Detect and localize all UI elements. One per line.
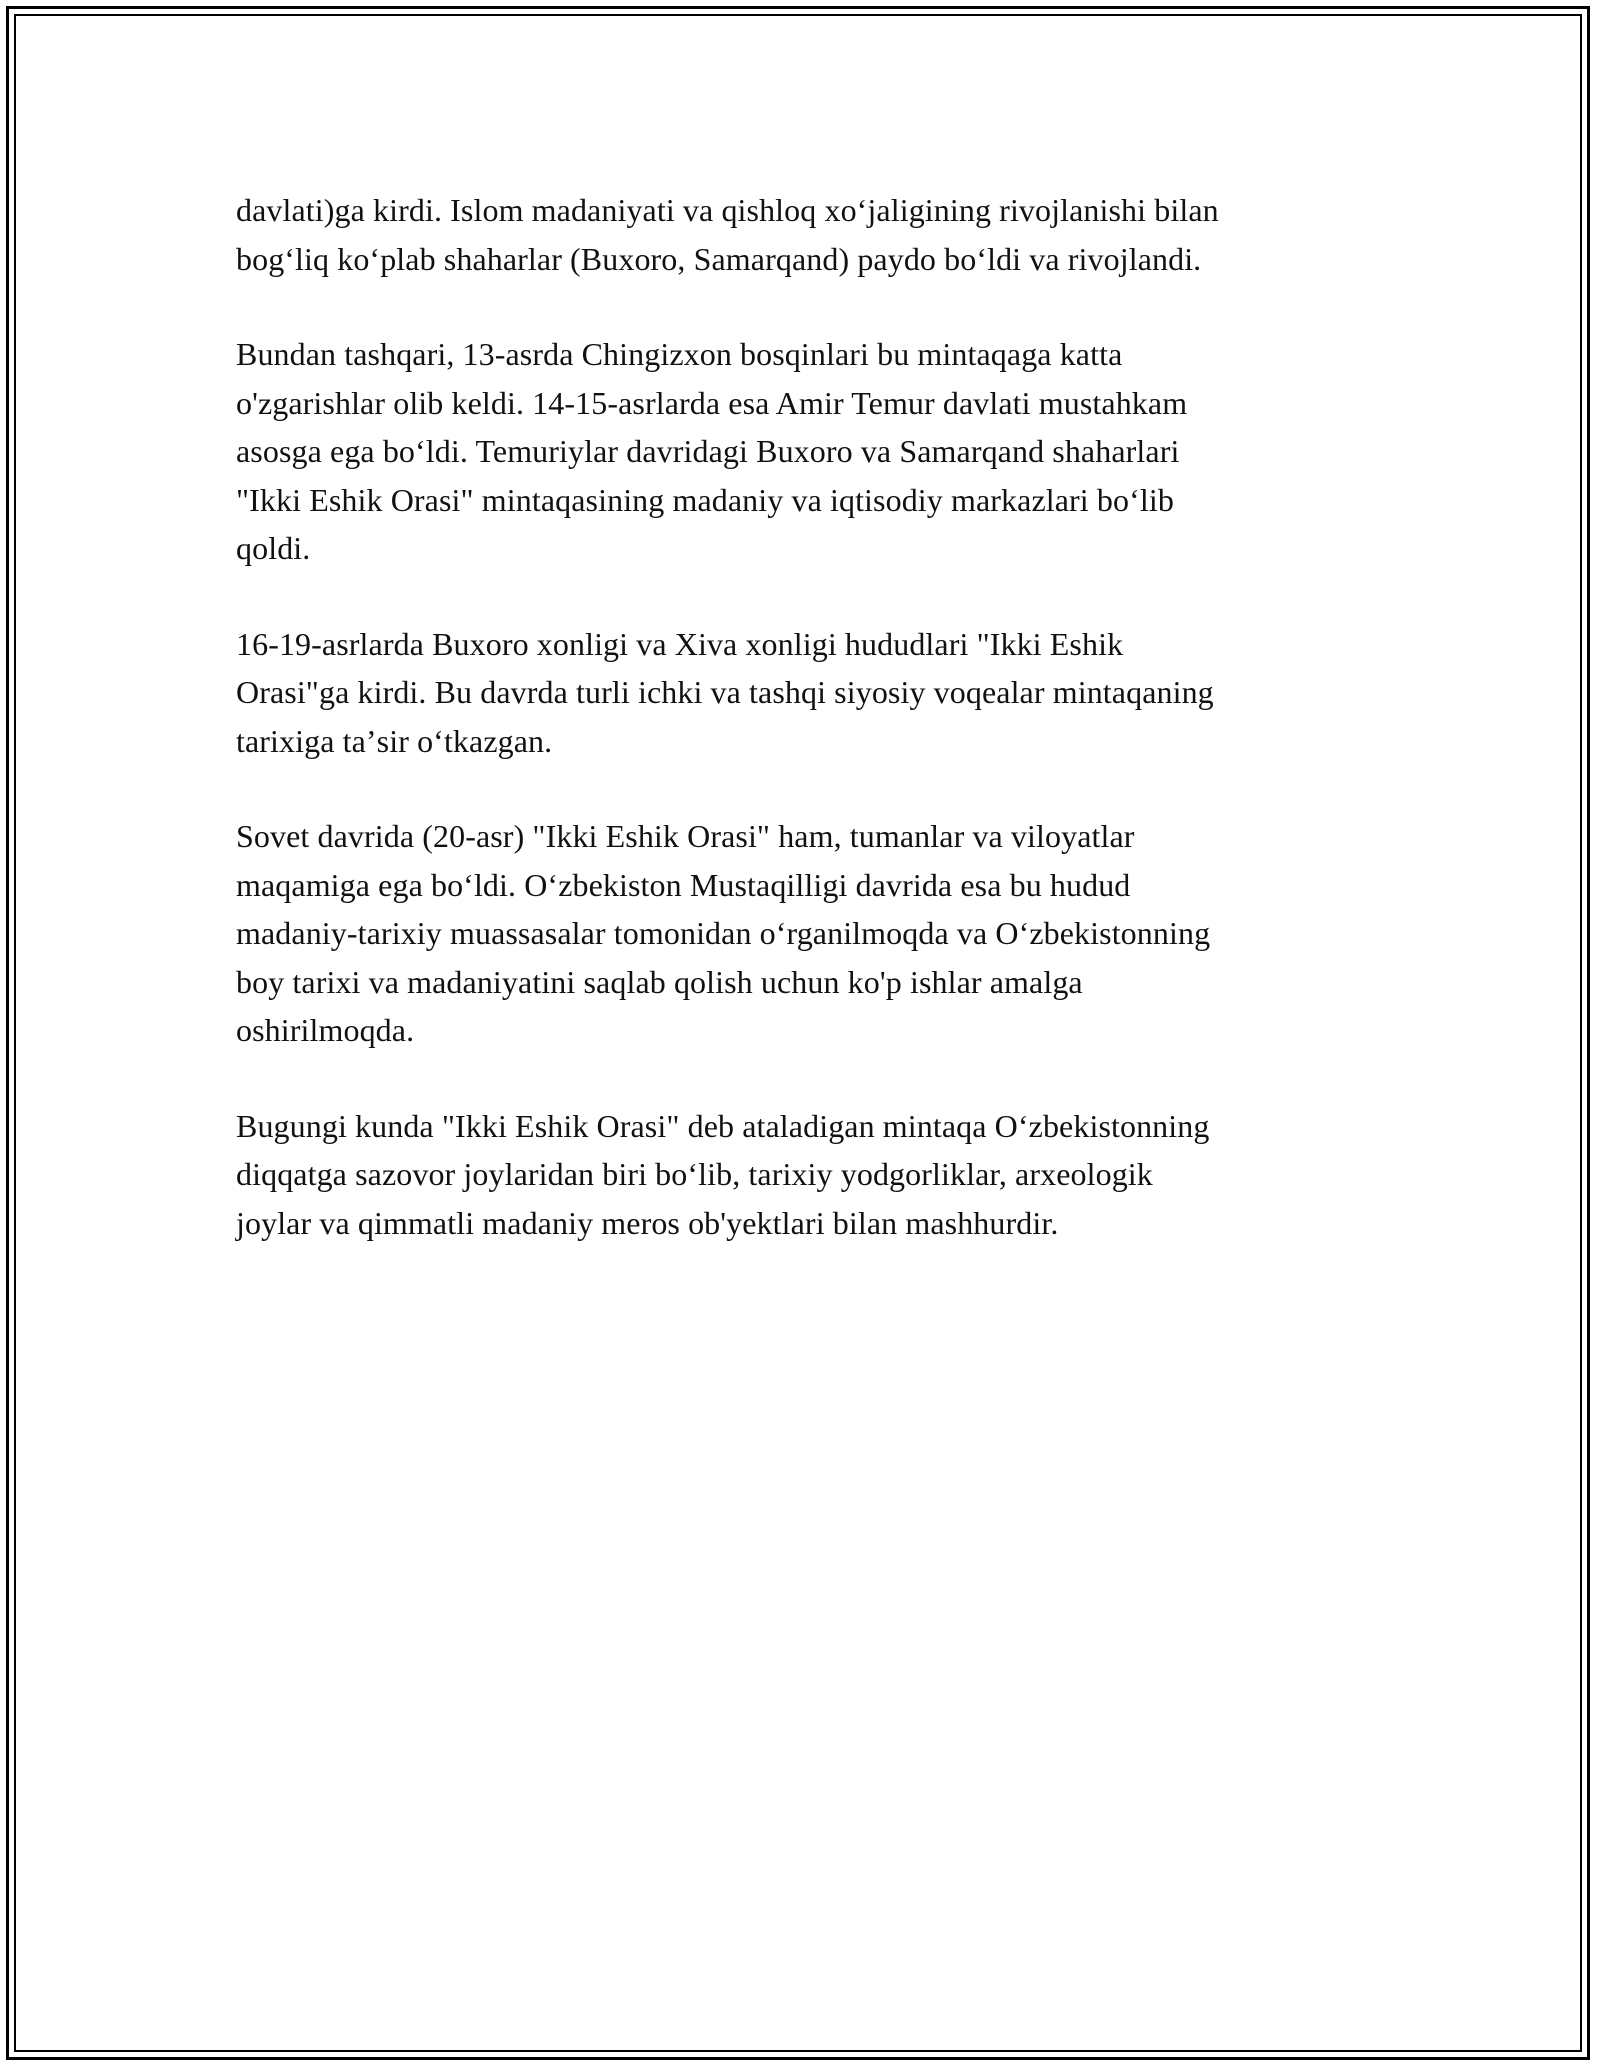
text-line: boy tarixi va madaniyatini saqlab qolish uchun ko'p ishlar amalga bbox=[236, 963, 1083, 1000]
text-line: "Ikki Eshik Orasi" mintaqasining madaniy va iqtisodiy markazlari boʻlib bbox=[236, 481, 1174, 518]
text-line: maqamiga ega boʻldi. Oʻzbekiston Mustaqilligi davrida esa bu hudud bbox=[236, 866, 1131, 903]
text-line: joylar va qimmatli madaniy meros ob'yektlari bilan mashhurdir. bbox=[236, 1204, 1059, 1241]
text-line: tarixiga taʼsir oʻtkazgan. bbox=[236, 722, 553, 759]
text-line: asosga ega boʻldi. Temuriylar davridagi Buxoro va Samarqand shaharlari bbox=[236, 433, 1180, 469]
text-line: Sovet davrida (20-asr) "Ikki Eshik Orasi" ham, tumanlar va viloyatlar bbox=[236, 818, 1135, 854]
text-line: qoldi. bbox=[236, 530, 311, 566]
text-line: oshirilmoqda. bbox=[236, 1012, 415, 1048]
text-line: diqqatga sazovor joylaridan biri boʻlib, tarixiy yodgorliklar, arxeologik bbox=[236, 1156, 1153, 1192]
paragraph-4 bbox=[236, 812, 1360, 1055]
paragraph-1 bbox=[236, 186, 1360, 283]
paragraph-5 bbox=[236, 1102, 1360, 1248]
text-line: Bugungi kunda "Ikki Eshik Orasi" deb ataladigan mintaqa Oʻzbekistonning bbox=[236, 1107, 1210, 1144]
text-line: 16-19-asrlarda Buxoro xonligi va Xiva xonligi hududlari "Ikki Eshik bbox=[236, 625, 1124, 662]
text-line: Orasi"ga kirdi. Bu davrda turli ichki va tashqi siyosiy voqealar mintaqaning bbox=[236, 674, 1214, 710]
text-line: bogʻliq koʻplab shaharlar (Buxoro, Samarqand) paydo boʻldi va rivojlandi. bbox=[236, 240, 1202, 277]
paragraph-3 bbox=[236, 620, 1360, 766]
text-line: Bundan tashqari, 13-asrda Chingizxon bosqinlari bu mintaqaga katta bbox=[236, 336, 1123, 372]
document-body bbox=[236, 186, 1360, 1294]
text-line: davlati)ga kirdi. Islom madaniyati va qishloq xoʻjaligining rivojlanishi bilan bbox=[236, 192, 1219, 228]
text-line: madaniy-tarixiy muassasalar tomonidan oʻrganilmoqda va Oʻzbekistonning bbox=[236, 915, 1211, 951]
paragraph-2 bbox=[236, 330, 1360, 573]
text-line: o'zgarishlar olib keldi. 14-15-asrlarda esa Amir Temur davlati mustahkam bbox=[236, 384, 1188, 421]
